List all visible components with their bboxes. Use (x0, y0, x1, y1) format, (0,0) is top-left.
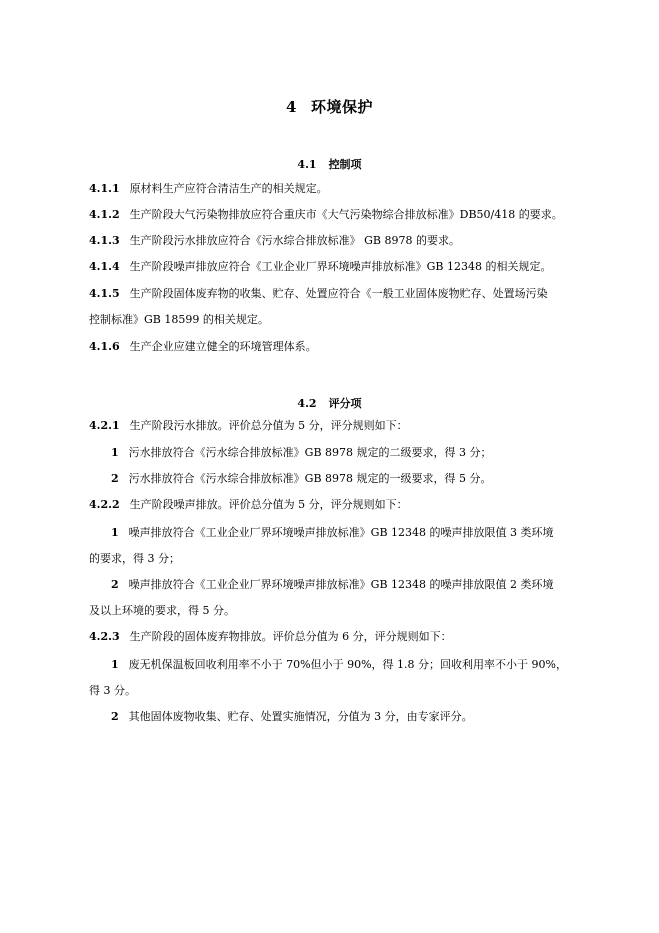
list-item (89, 520, 573, 546)
clause-4-1-5 (89, 281, 573, 307)
clause-4-1-2 (89, 202, 573, 228)
clause-text: 生产阶段噪声排放应符合《工业企业厂界环境噪声排放标准》GB 12348 的相关规定。 (129, 260, 552, 273)
clause-number: 4.1.1 (89, 182, 120, 195)
clause-number: 4.1.3 (89, 234, 120, 247)
list-item (89, 466, 573, 492)
item-text: 其他固体废物收集、贮存、处置实施情况，分值为 3 分，由专家评分。 (128, 710, 473, 723)
section-title-4-2 (0, 395, 659, 411)
clause-text-line1: 生产阶段固体废弃物的收集、贮存、处置应符合《一般工业固体废物贮存、处置场污染 (129, 287, 548, 300)
clause-number: 4.2.1 (89, 419, 120, 432)
clause-text: 生产阶段的固体废弃物排放。评价总分值为 6 分，评分规则如下： (129, 630, 452, 643)
list-item (89, 572, 573, 598)
clause-4-1-3 (89, 228, 573, 254)
clause-number: 4.1.5 (89, 287, 120, 300)
item-text-line1: 废无机保温板回收利用率不小于 70%但小于 90%，得 1.8 分；回收利用率不小于 90%， (128, 658, 567, 671)
item-text-line1: 噪声排放符合《工业企业厂界环境噪声排放标准》GB 12348 的噪声排放限值 2 类环境 (128, 578, 554, 591)
list-item (89, 704, 573, 730)
chapter-title (0, 96, 659, 117)
item-number: 2 (111, 710, 119, 723)
section-number: 4.2 (297, 397, 317, 410)
clause-4-2-3 (89, 624, 573, 650)
item-number: 1 (111, 446, 119, 459)
section-title-4-1 (0, 156, 659, 172)
clause-4-1-6 (89, 334, 573, 360)
clause-4-1-5-continued (89, 307, 573, 333)
clause-4-2-1 (89, 413, 573, 439)
section-number: 4.1 (297, 158, 317, 171)
clause-4-1-4 (89, 254, 573, 280)
section-title-text: 评分项 (328, 397, 362, 410)
clause-number: 4.1.4 (89, 260, 120, 273)
list-item-continued (89, 598, 573, 624)
clause-text-line2: 控制标准》GB 18599 的相关规定。 (89, 313, 269, 326)
clause-number: 4.1.6 (89, 340, 120, 353)
item-number: 2 (111, 578, 119, 591)
clause-text: 生产阶段噪声排放。评价总分值为 5 分，评分规则如下： (129, 498, 408, 511)
clause-number: 4.2.2 (89, 498, 120, 511)
clause-number: 4.1.2 (89, 208, 120, 221)
clause-text: 生产阶段污水排放。评价总分值为 5 分，评分规则如下： (129, 419, 408, 432)
clause-4-1-1 (89, 176, 573, 202)
list-item (89, 440, 573, 466)
item-text-line2: 的要求，得 3 分； (89, 552, 180, 565)
clause-number: 4.2.3 (89, 630, 120, 643)
item-text-line2: 及以上环境的要求，得 5 分。 (89, 604, 235, 617)
chapter-number: 4 (286, 98, 297, 116)
item-text-line2: 得 3 分。 (89, 684, 136, 697)
item-text-line1: 噪声排放符合《工业企业厂界环境噪声排放标准》GB 12348 的噪声排放限值 3 类环境 (128, 526, 554, 539)
clause-text: 生产企业应建立健全的环境管理体系。 (129, 340, 317, 353)
clause-4-2-2 (89, 492, 573, 518)
clause-text: 生产阶段大气污染物排放应符合重庆市《大气污染物综合排放标准》DB50/418 的要求。 (129, 208, 563, 221)
list-item (89, 652, 573, 678)
item-text: 污水排放符合《污水综合排放标准》GB 8978 规定的一级要求，得 5 分。 (128, 472, 492, 485)
item-number: 1 (111, 526, 119, 539)
item-number: 1 (111, 658, 119, 671)
list-item-continued (89, 678, 573, 704)
list-item-continued (89, 546, 573, 572)
item-number: 2 (111, 472, 119, 485)
item-text: 污水排放符合《污水综合排放标准》GB 8978 规定的二级要求，得 3 分； (128, 446, 492, 459)
section-title-text: 控制项 (328, 158, 362, 171)
clause-text: 生产阶段污水排放应符合《污水综合排放标准》 GB 8978 的要求。 (129, 234, 460, 247)
chapter-title-text: 环境保护 (310, 98, 373, 116)
clause-text: 原材料生产应符合清洁生产的相关规定。 (129, 182, 328, 195)
